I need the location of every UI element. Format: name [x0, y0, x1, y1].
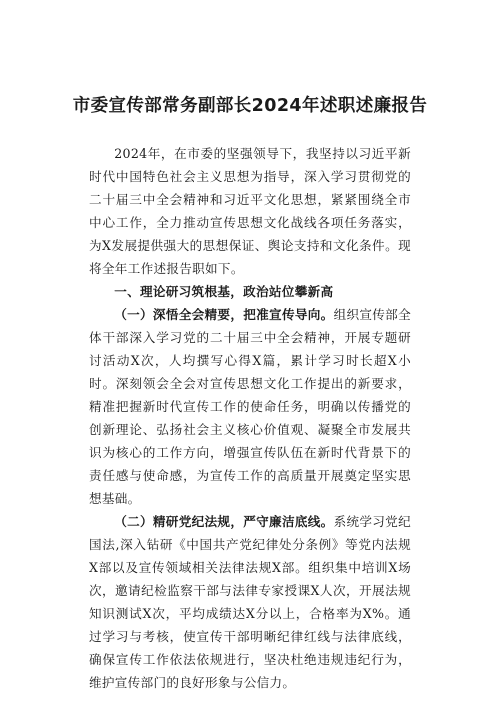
section-heading-1: 一、理论研习筑根基，政治站位攀新高 — [114, 284, 334, 299]
document-body — [89, 142, 411, 694]
paragraph-1 — [89, 303, 411, 510]
paragraph-2-body: 系统学习党纪国法,深入钻研《中国共产党纪律处分条例》等党内法规X部以及宣传领域相关法律法规X部。组织集中培训X场次，邀请纪检监察干部与法律专家授课X人次，开展法规知识测试X次，平均成绩达X分以上，合格率为X%。通过学习与考核，使宣传干部明晰纪律红线与法律底线，确保宣传工作依法依规进行，坚决杜绝违规违纪行为，维护宣传部门的良好形象与公信力。 — [89, 514, 411, 690]
paragraph-2-lead: （二）精研党纪法规，严守廉洁底线。 — [114, 514, 334, 529]
paragraph-1-lead: （一）深悟全会精要，把准宣传导向。 — [114, 307, 334, 322]
intro-paragraph: 2024年，在市委的坚强领导下，我坚持以习近平新时代中国特色社会主义思想为指导，深入学习贯彻党的二十届三中全会精神和习近平文化思想，紧紧围绕全市中心工作，全力推动宣传思想文化战线各项任务落实，为X发展提供强大的思想保证、舆论支持和文化条件。现将全年工作述报告职如下。 — [89, 146, 411, 276]
paragraph-1-body: 组织宣传部全体干部深入学习党的二十届三中全会精神，开展专题研讨活动X次，人均撰写心得X篇，累计学习时长超X小时。深刻领会全会对宣传思想文化工作提出的新要求，精准把握新时代宣传工作的使命任务，明确以传播党的创新理论、弘扬社会主义核心价值观、凝聚全市发展共识为核心的工作方向，增强宣传队伍在新时代背景下的责任感与使命感，为宣传工作的高质量开展奠定坚实思想基础。 — [89, 307, 411, 506]
paragraph-2 — [89, 510, 411, 694]
document-title: 市委宣传部常务副部长2024年述职述廉报告 — [72, 96, 428, 116]
